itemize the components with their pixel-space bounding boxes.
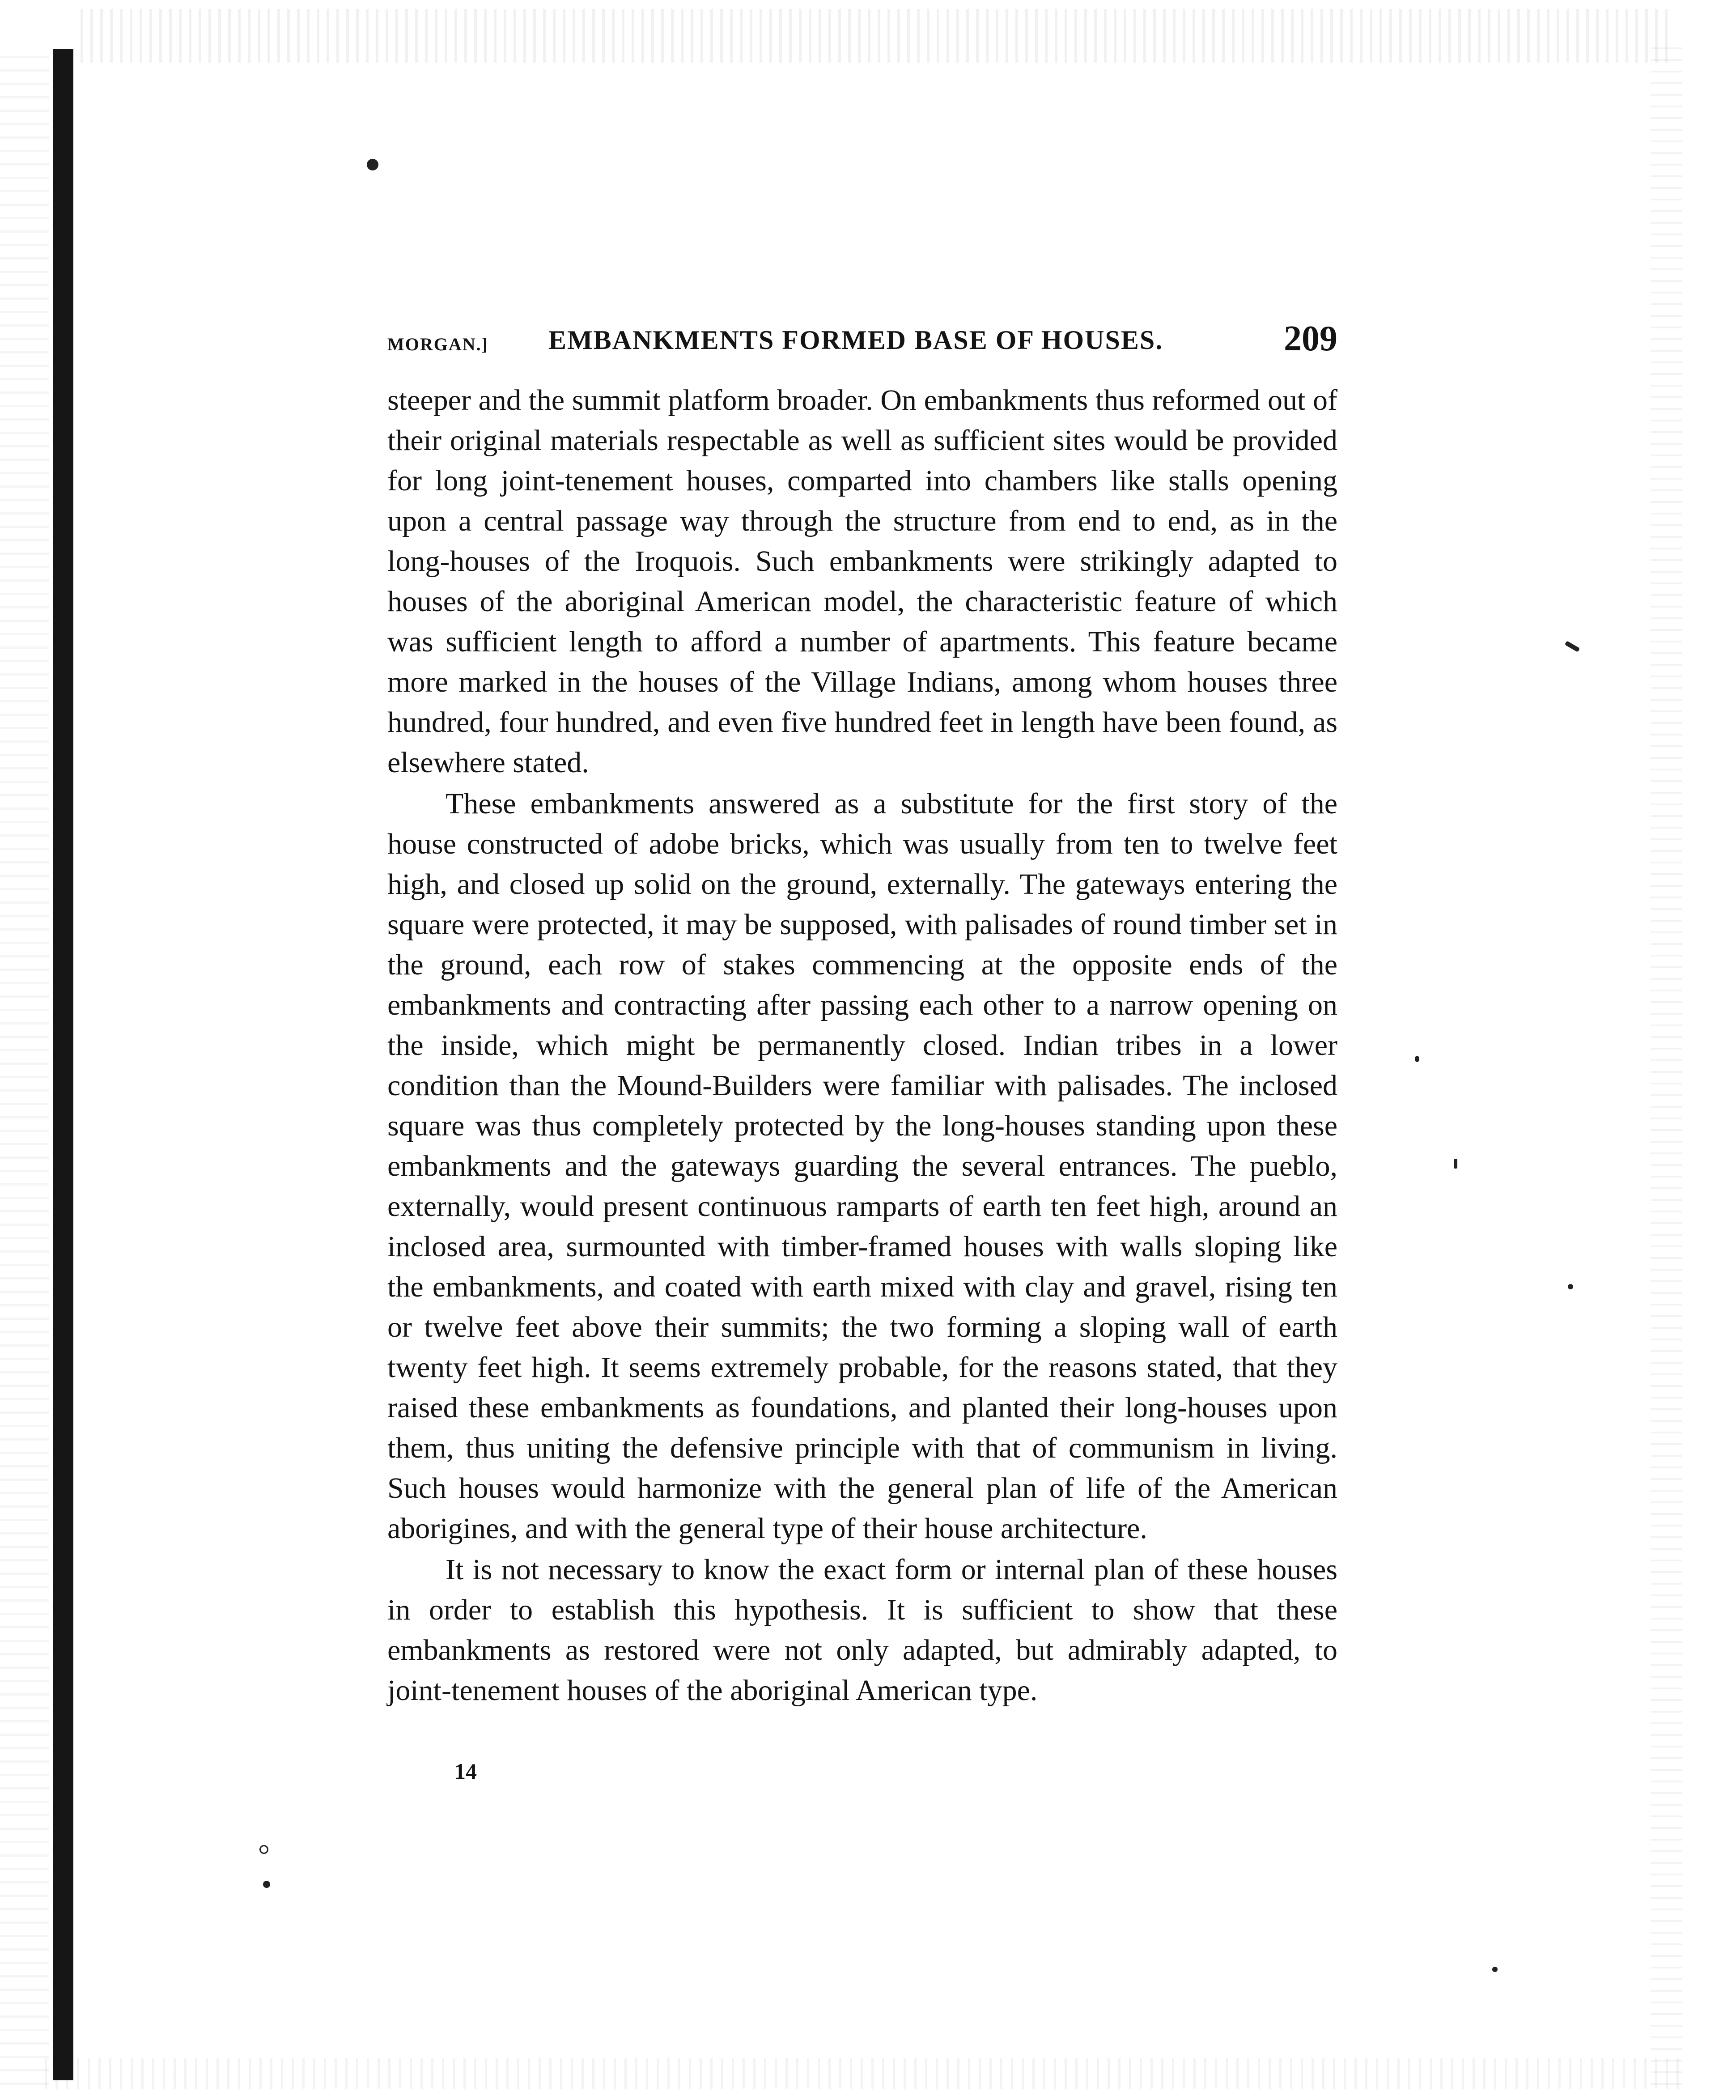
scan-speck <box>1415 1056 1419 1062</box>
scan-top-edge-noise <box>81 9 1673 63</box>
scan-speck <box>1492 1967 1498 1972</box>
book-binding-edge <box>53 49 73 2080</box>
running-header-title: EMBANKMENTS FORMED BASE OF HOUSES. <box>548 325 1163 355</box>
scan-right-edge-noise <box>1651 45 1682 2085</box>
scan-speck <box>1568 1284 1573 1289</box>
paragraph: It is not necessary to know the exact form or internal plan of these houses in order to establish this hypothesis. It is sufficient to show that these embankments as restored were not only adapted, but admirably adapted, to joint-tenement houses of the aboriginal American type. <box>387 1553 1337 1707</box>
running-header-author: MORGAN.] <box>387 334 488 354</box>
scan-speck <box>367 159 378 170</box>
paragraph-continued: steeper and the summit platform broader. On embankments thus reformed out of their original materials respectable as well as sufficient sites would be provided for long joint-tenement houses, comparted into chambers like stalls opening upon a central passage way through the structure from end to end, as in the long-houses of the Iroquois. Such embankments were strikingly adapted to houses of the aboriginal American model, the characteristic feature of which was sufficient length to afford a number of apartments. This feature became more marked in the houses of the Village Indians, among whom houses three hundred, four hundred, and even five hundred feet in length have been found, as elsewhere stated. <box>387 384 1337 779</box>
body-text <box>387 380 1337 1711</box>
scan-speck <box>1454 1159 1457 1169</box>
page-number: 209 <box>1284 319 1337 358</box>
paragraph: These embankments answered as a substitute for the first story of the house constructed of adobe bricks, which was usually from ten to twelve feet high, and closed up solid on the ground, externally. The gateways entering the square were protected, it may be supposed, with palisades of round timber set in the ground, each row of stakes commencing at the opposite ends of the embankments and contracting after passing each other to a narrow opening on the inside, which might be permanently closed. Indian tribes in a lower condition than the Mound-Builders were familiar with palisades. The inclosed square was thus completely protected by the long-houses standing upon these embankments and the gateways guarding the several entrances. The pueblo, externally, would present continuous ramparts of earth ten feet high, around an inclosed area, surmounted with timber-framed houses with walls sloping like the embankments, and coated with earth mixed with clay and gravel, rising ten or twelve feet above their summits; the two forming a sloping wall of earth twenty feet high. It seems extremely probable, for the reasons stated, that they raised these embankments as foundations, and planted their long-houses upon them, thus uniting the defensive principle with that of communism in living. Such houses would harmonize with the general plan of life of the American aborigines, and with the general type of their house architecture. <box>387 787 1337 1545</box>
printer-signature-mark: 14 <box>454 1759 477 1784</box>
scan-speck <box>259 1845 268 1854</box>
running-header <box>387 319 1337 363</box>
scan-speck <box>1565 641 1580 652</box>
scan-speck <box>263 1881 270 1888</box>
scan-bottom-edge-noise <box>45 2058 1682 2089</box>
scan-left-edge-noise <box>0 45 49 2085</box>
